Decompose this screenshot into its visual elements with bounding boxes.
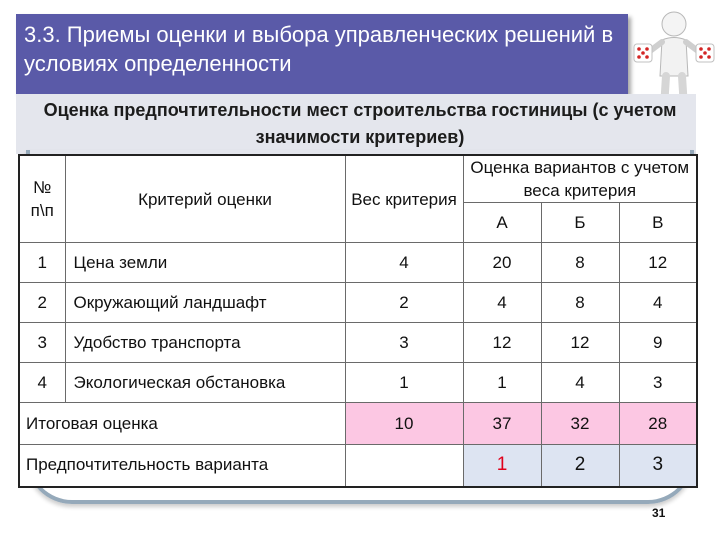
- row-number: 3: [19, 323, 65, 363]
- preference-row: [19, 445, 697, 487]
- table-row: [19, 283, 697, 323]
- header-variant-b: Б: [541, 203, 619, 243]
- row-criterion: Окружающий ландшафт: [65, 283, 345, 323]
- row-criterion: Экологическая обстановка: [65, 363, 345, 403]
- total-value-c: 28: [619, 403, 697, 445]
- row-value-a: 12: [463, 323, 541, 363]
- row-value-c: 9: [619, 323, 697, 363]
- row-criterion: Цена земли: [65, 243, 345, 283]
- evaluation-table: [18, 154, 698, 488]
- page-number: 31: [652, 506, 666, 520]
- total-weight: 10: [345, 403, 463, 445]
- row-weight: 3: [345, 323, 463, 363]
- row-number: 2: [19, 283, 65, 323]
- row-value-b: 12: [541, 323, 619, 363]
- row-criterion: Удобство транспорта: [65, 323, 345, 363]
- header-criterion: Критерий оценки: [65, 155, 345, 243]
- preference-value-c: 3: [619, 445, 697, 487]
- total-row: [19, 403, 697, 445]
- row-value-c: 12: [619, 243, 697, 283]
- table-row: [19, 363, 697, 403]
- preference-value-b: 2: [541, 445, 619, 487]
- row-number: 1: [19, 243, 65, 283]
- row-value-a: 1: [463, 363, 541, 403]
- row-value-a: 4: [463, 283, 541, 323]
- row-value-a: 20: [463, 243, 541, 283]
- slide-title: 3.3. Приемы оценки и выбора управленческих решений в условиях определенности: [24, 22, 614, 76]
- row-weight: 2: [345, 283, 463, 323]
- row-value-b: 8: [541, 283, 619, 323]
- header-number: № п\п: [19, 155, 65, 243]
- header-variant-c: В: [619, 203, 697, 243]
- preference-label: Предпочтительность варианта: [19, 445, 345, 487]
- row-value-c: 3: [619, 363, 697, 403]
- total-value-b: 32: [541, 403, 619, 445]
- header-row: [19, 155, 697, 203]
- header-variants-group: Оценка вариантов с учетом веса критерия: [463, 155, 697, 203]
- preference-weight: [345, 445, 463, 487]
- row-value-b: 8: [541, 243, 619, 283]
- row-weight: 4: [345, 243, 463, 283]
- row-value-b: 4: [541, 363, 619, 403]
- header-variant-a: А: [463, 203, 541, 243]
- table-row: [19, 323, 697, 363]
- preference-value-a: 1: [463, 445, 541, 487]
- row-weight: 1: [345, 363, 463, 403]
- total-value-a: 37: [463, 403, 541, 445]
- slide-subtitle: Оценка предпочтительности мест строительства гостиницы (с учетом значимости критериев): [43, 100, 677, 147]
- row-number: 4: [19, 363, 65, 403]
- row-value-c: 4: [619, 283, 697, 323]
- total-label: Итоговая оценка: [19, 403, 345, 445]
- header-weight: Вес критерия: [345, 155, 463, 243]
- table-row: [19, 243, 697, 283]
